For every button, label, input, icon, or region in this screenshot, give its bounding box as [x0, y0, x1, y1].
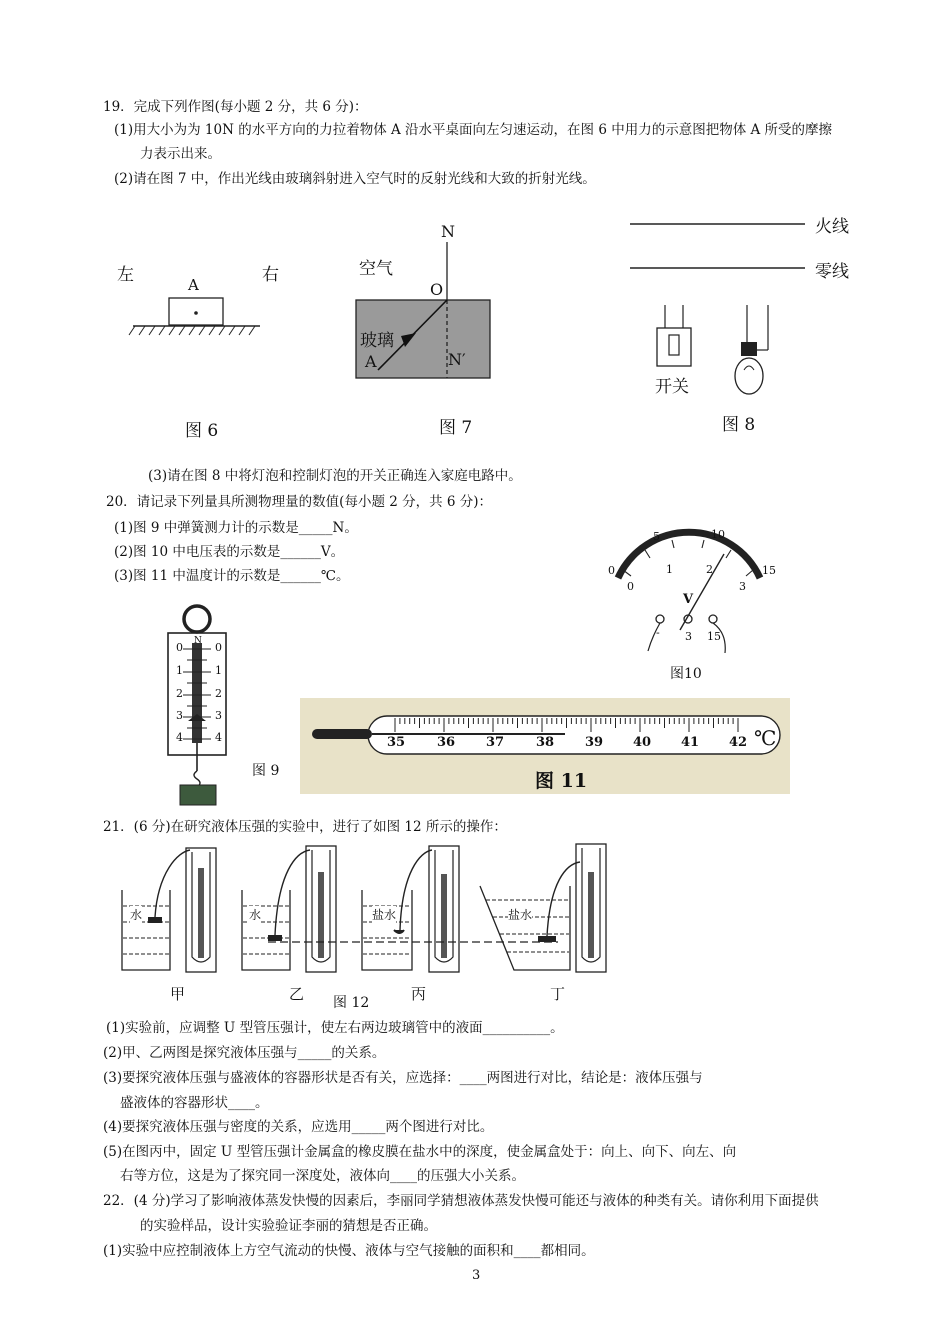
fig9-tick-0-left: 0 [176, 641, 183, 654]
fig12-label-bing: 丙 [411, 985, 427, 1003]
q21-title: 21．(6 分)在研究液体压强的实验中，进行了如图 12 所示的操作： [103, 819, 507, 835]
q22-part1: (1)实验中应控制液体上方空气流动的快慢、液体与空气接触的面积和____都相同。 [103, 1243, 595, 1259]
fig11-tick-35: 35 [387, 735, 406, 750]
fig11-unit: ℃ [754, 726, 777, 750]
switch-box [657, 328, 691, 366]
q21-part5: (5)在图丙中，固定 U 型管压强计金属盒的橡皮膜在盐水中的深度，使金属盒处于：向上、向下、向左、向 [103, 1144, 737, 1160]
fig11-tick-36: 36 [437, 735, 456, 750]
bulb-glass [735, 358, 763, 394]
hanging-weight [180, 785, 216, 805]
fig12-label-yi: 乙 [289, 985, 305, 1003]
fig10-meter-label: V [683, 592, 694, 607]
fig10-inner-0: 0 [627, 580, 634, 593]
fig9-tick-4-right: 4 [215, 731, 222, 744]
fig10-terminal-neg: - [656, 626, 660, 639]
fig8-live-label: 火线 [815, 217, 849, 237]
q22-title: 22．(4 分)学习了影响液体蒸发快慢的因素后，李丽同学猜想液体蒸发快慢可能还与液体的种类有关。请你利用下面提供 [103, 1193, 819, 1209]
scale-ring [184, 606, 210, 632]
fig10-outer-0: 0 [608, 564, 615, 577]
fig11-caption: 图 11 [535, 770, 588, 792]
fig9-tick-1-left: 1 [176, 664, 183, 677]
fig12-liquid-ding: 盐水 [508, 908, 533, 922]
fig9-caption: 图 9 [252, 763, 280, 779]
fig11-tick-40: 40 [633, 735, 652, 750]
setup-ding [480, 844, 606, 972]
fig9-tick-2-left: 2 [176, 687, 183, 700]
fig10-terminal-15: 15 [707, 630, 721, 643]
fig7-ray-label: A [365, 352, 377, 371]
fig9-tick-4-left: 4 [176, 731, 183, 744]
fig7-air-label: 空气 [359, 259, 393, 279]
q21-part3: (3)要探究液体压强与盛液体的容器形状是否有关，应选择：____两图进行对比，结论是：液体压强与 [103, 1070, 703, 1086]
fig11-tick-39: 39 [585, 735, 604, 750]
thermometer-bulb [312, 729, 372, 739]
q19-title: 19．完成下列作图(每小题 2 分，共 6 分)： [103, 99, 368, 115]
q21-part2: (2)甲、乙两图是探究液体压强与_____的关系。 [103, 1045, 386, 1061]
q19-part2: (2)请在图 7 中，作出光线由玻璃斜射进入空气时的反射光线和大致的折射光线。 [114, 171, 596, 187]
fig6-block-label: A [188, 276, 199, 294]
fig11-tick-38: 38 [536, 735, 555, 750]
fig9-tick-0-right: 0 [215, 641, 222, 654]
fig6-caption: 图 6 [185, 421, 219, 441]
fig10-inner-3: 3 [739, 580, 746, 593]
bulb-base [741, 342, 757, 356]
fig10-inner-1: 1 [666, 563, 673, 576]
fig10-outer-5: 5 [653, 530, 660, 543]
q19-part1: (1)用大小为为 10N 的水平方向的力拉着物体 A 沿水平桌面向左匀速运动，在图 6 中用力的示意图把物体 A 所受的摩擦 [114, 122, 833, 138]
fig10-outer-15: 15 [762, 564, 776, 577]
fig7-normal-label: N [441, 222, 455, 241]
fig12-diagram [118, 842, 618, 977]
fig9-tick-3-right: 3 [215, 709, 222, 722]
fig8-switch-label: 开关 [655, 377, 689, 397]
q20-part1: (1)图 9 中弹簧测力计的示数是_____N。 [114, 520, 358, 536]
fig6-left-label: 左 [117, 265, 134, 285]
q19-part3: (3)请在图 8 中将灯泡和控制灯泡的开关正确连入家庭电路中。 [148, 468, 522, 484]
fig10-caption: 图10 [670, 666, 702, 682]
fig12-liquid-yi: 水 [249, 908, 262, 922]
fig10-outer-10: 10 [711, 528, 725, 541]
fig8-neutral-label: 零线 [815, 262, 849, 282]
q21-part1: (1)实验前，应调整 U 型管压强计，使左右两边玻璃管中的液面__________。 [106, 1020, 564, 1036]
fig9-unit: N [194, 636, 202, 646]
fig10-terminal-3: 3 [685, 630, 692, 643]
fig9-tick-3-left: 3 [176, 709, 183, 722]
q19-part1-cont: 力表示出来。 [140, 146, 221, 162]
q20-part2: (2)图 10 中电压表的示数是______V。 [114, 544, 345, 560]
q20-title: 20．请记录下列量具所测物理量的数值(每小题 2 分，共 6 分)： [106, 494, 493, 510]
q21-part4: (4)要探究液体压强与密度的关系，应选用_____两个图进行对比。 [103, 1119, 494, 1135]
fig11-tick-41: 41 [681, 735, 700, 750]
fig11-tick-37: 37 [486, 735, 505, 750]
q21-part3-cont: 盛液体的容器形状____。 [120, 1095, 269, 1111]
fig6-right-label: 右 [262, 265, 279, 285]
fig6-diagram [125, 295, 265, 340]
fig9-tick-2-right: 2 [215, 687, 222, 700]
q20-part3: (3)图 11 中温度计的示数是______℃。 [114, 568, 350, 584]
fig12-label-ding: 丁 [550, 985, 566, 1003]
page-number: 3 [472, 1268, 481, 1283]
fig8-diagram [625, 210, 815, 410]
q21-part5-cont: 右等方位，这是为了探究同一深度处，液体向____的压强大小关系。 [120, 1168, 525, 1184]
fig12-caption: 图 12 [333, 995, 370, 1011]
fig10-inner-2: 2 [706, 563, 713, 576]
fig7-glass-label: 玻璃 [360, 331, 394, 351]
fig12-label-jia: 甲 [170, 985, 186, 1003]
fig7-origin-label: O [430, 280, 444, 299]
fig9-tick-1-right: 1 [215, 664, 222, 677]
fig11-tick-42: 42 [729, 735, 748, 750]
fig9-spring-scale [165, 603, 235, 808]
fig7-normal-prime-label: N′ [448, 350, 466, 369]
fig12-liquid-jia: 水 [130, 908, 143, 922]
meter-arc [618, 532, 760, 578]
fig7-caption: 图 7 [439, 418, 473, 438]
q22-title-cont: 的实验样品，设计实验验证李丽的猜想是否正确。 [140, 1218, 437, 1234]
fig12-liquid-bing: 盐水 [372, 908, 397, 922]
fig8-caption: 图 8 [722, 415, 756, 435]
